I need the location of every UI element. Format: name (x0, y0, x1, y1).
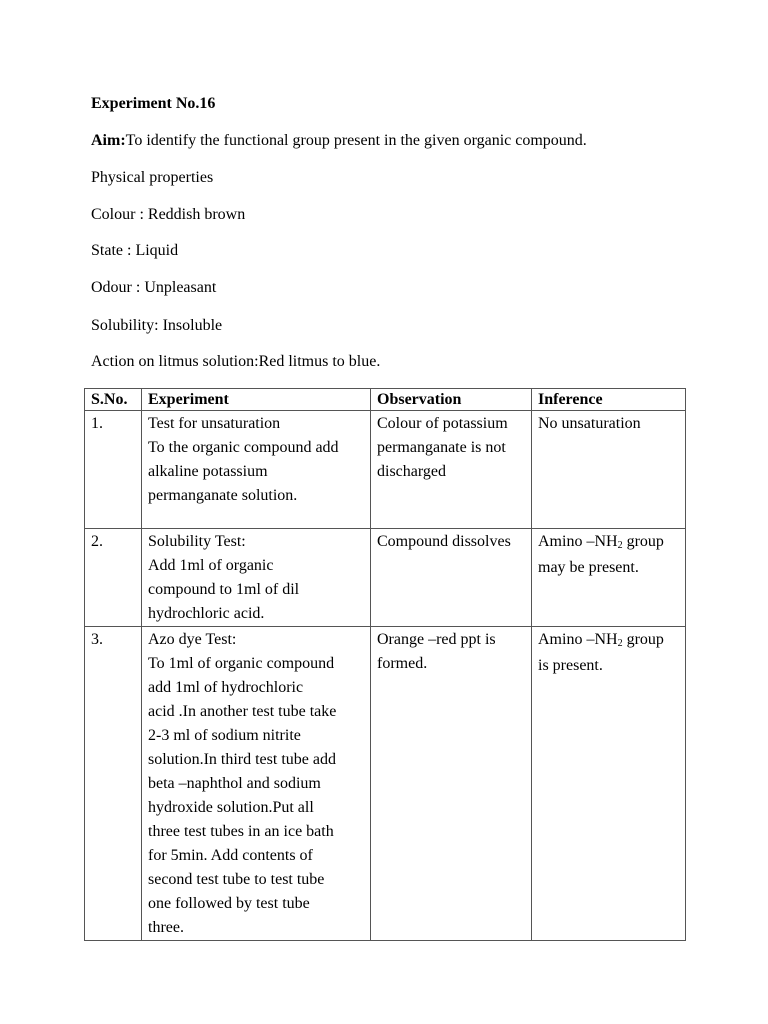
table-row (85, 627, 686, 941)
row-2-experiment-line: compound to 1ml of dil (148, 581, 300, 598)
row-3-experiment-line: for 5min. Add contents of (148, 847, 313, 864)
row-3-experiment-line: three. (148, 919, 184, 936)
property-litmus: Action on litmus solution:Red litmus to blue. (91, 353, 381, 370)
physical-properties-heading: Physical properties (91, 169, 214, 186)
row-3-inference-amino: Amino –NH (538, 631, 618, 648)
row-3-observation (371, 627, 532, 941)
row-3-experiment-line: add 1ml of hydrochloric (148, 679, 304, 696)
header-inference: Inference (532, 389, 686, 411)
row-2-inference-line: may be present. (538, 559, 639, 576)
row-3-inference-group: group (622, 631, 664, 648)
row-2-inference (532, 529, 686, 627)
row-2-inference-group: group (622, 533, 664, 550)
row-3-experiment-line: three test tubes in an ice bath (148, 823, 334, 840)
row-1-experiment-line: alkaline potassium (148, 463, 268, 480)
row-3-experiment-line: 2-3 ml of sodium nitrite (148, 727, 301, 744)
row-3-experiment-line: one followed by test tube (148, 895, 310, 912)
row-3-experiment (142, 627, 371, 941)
row-3-experiment-line: solution.In third test tube add (148, 751, 336, 768)
header-experiment: Experiment (142, 389, 371, 411)
row-1-experiment (142, 411, 371, 529)
row-1-observation (371, 411, 532, 529)
row-2-inference-subscript: 2 (617, 540, 623, 551)
row-1-inference (532, 411, 686, 529)
row-2-experiment-line: hydrochloric acid. (148, 605, 265, 622)
row-3-sno: 3. (85, 627, 142, 941)
row-2-inference-amino: Amino –NH (538, 533, 618, 550)
row-1-experiment-line: To the organic compound add (148, 439, 339, 456)
row-1-observation-line: discharged (377, 463, 447, 480)
row-3-experiment-line: beta –naphthol and sodium (148, 775, 321, 792)
experiment-table (84, 388, 686, 941)
row-1-observation-line: permanganate is not (377, 439, 506, 456)
aim-line (91, 131, 587, 151)
aim-label: Aim: (91, 132, 126, 149)
row-2-experiment-line: Solubility Test: (148, 533, 246, 550)
row-3-inference-line: is present. (538, 657, 603, 674)
row-2-observation-line: Compound dissolves (377, 533, 511, 550)
aim-text: To identify the functional group present in the given organic compound. (125, 132, 587, 149)
table-row (85, 529, 686, 627)
table-row (85, 411, 686, 529)
row-2-experiment-line: Add 1ml of organic (148, 557, 274, 574)
row-2-experiment (142, 529, 371, 627)
property-odour: Odour : Unpleasant (91, 279, 217, 296)
row-3-experiment-line: second test tube to test tube (148, 871, 325, 888)
row-1-experiment-line: Test for unsaturation (148, 415, 281, 432)
row-3-inference (532, 627, 686, 941)
row-3-observation-line: formed. (377, 655, 428, 672)
row-1-observation-line: Colour of potassium (377, 415, 508, 432)
header-observation: Observation (371, 389, 532, 411)
experiment-heading: Experiment No.16 (91, 95, 216, 112)
row-1-inference-line: No unsaturation (538, 415, 641, 432)
row-2-observation (371, 529, 532, 627)
row-3-inference-subscript: 2 (617, 638, 623, 649)
row-3-experiment-line: acid .In another test tube take (148, 703, 337, 720)
property-state: State : Liquid (91, 242, 179, 259)
row-3-inference-line (538, 628, 679, 654)
row-3-experiment-line: hydroxide solution.Put all (148, 799, 314, 816)
property-colour: Colour : Reddish brown (91, 206, 246, 223)
property-solubility: Solubility: Insoluble (91, 317, 223, 334)
table-header-row (85, 389, 686, 411)
row-3-observation-line: Orange –red ppt is (377, 631, 496, 648)
row-3-experiment-line: To 1ml of organic compound (148, 655, 335, 672)
row-2-sno: 2. (85, 529, 142, 627)
row-1-sno: 1. (85, 411, 142, 529)
row-1-experiment-line: permanganate solution. (148, 487, 298, 504)
header-sno: S.No. (85, 389, 142, 411)
row-2-inference-line (538, 530, 679, 556)
row-3-experiment-line: Azo dye Test: (148, 631, 237, 648)
